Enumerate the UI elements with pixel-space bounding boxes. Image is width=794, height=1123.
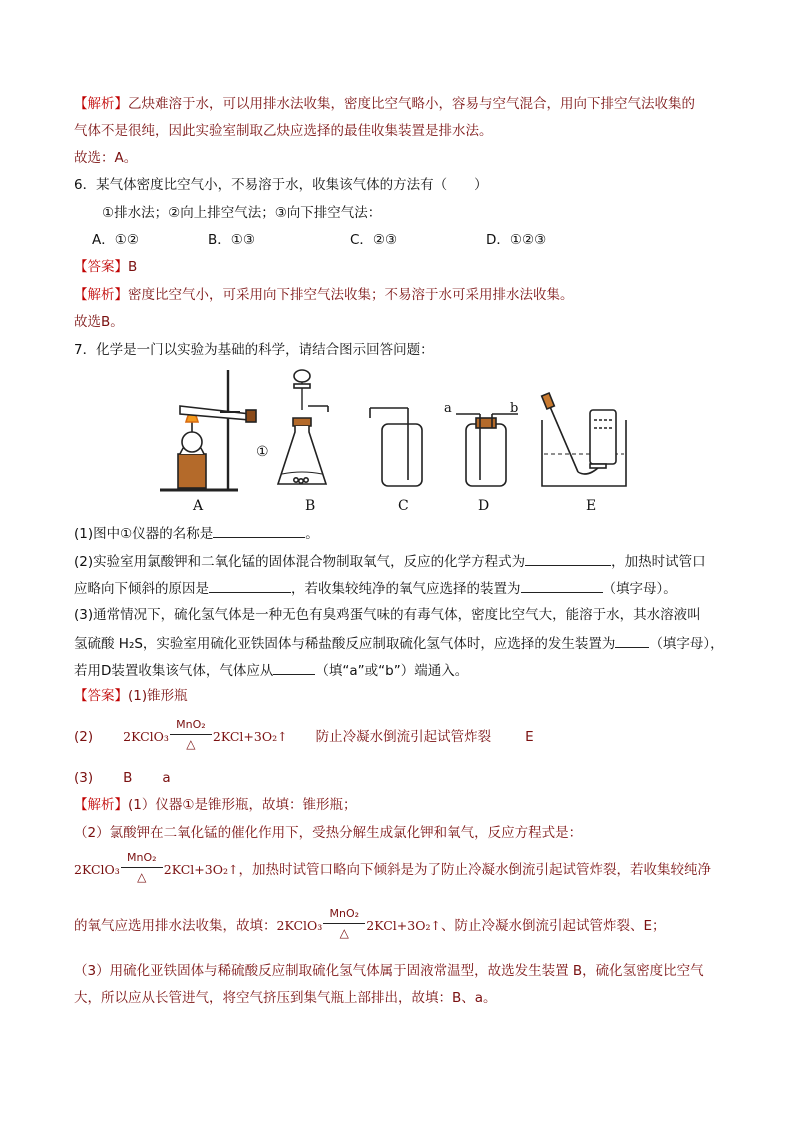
q7-part3-line3: 若用D装置收集该气体，气体应从 （填“a”或“b”）端通入。 (74, 660, 468, 681)
apparatus-e (542, 393, 626, 486)
q7-part1: (1)图中①仪器的名称是 。 (74, 523, 319, 544)
q5-jiexi-line2: 气体不是很纯，因此实验室制取乙炔应选择的最佳收集装置是排水法。 (74, 123, 493, 139)
q7-answer-2: (2) 2KClO₃ $\frac{\text{MnO₂}}{\triangle}$ 2KCl+3O₂↑ 防止冷凝水倒流引起试管炸裂 E (74, 718, 534, 756)
figure-label-c: C (398, 498, 409, 514)
figure-label-e: E (586, 498, 597, 514)
q6-guxuan: 故选B。 (74, 314, 124, 330)
q7-jiexi-1: 【解析】(1）仪器①是锥形瓶，故填：锥形瓶； (74, 797, 357, 813)
q6-option-b: B．①③ (208, 232, 255, 248)
q5-jiexi-line1: 【解析】乙炔难溶于水，可以用排水法收集，密度比空气略小，容易与空气混合，用向下排空气法收集的 (74, 96, 695, 112)
q7-part2-line2: 应略向下倾斜的原因是 ，若收集较纯净的氧气应选择的装置为 （填字母）。 (74, 578, 677, 599)
blank (273, 660, 315, 675)
q7-jiexi-2: （2）氯酸钾在二氧化锰的催化作用下，受热分解生成氯化钾和氧气，反应方程式是： (74, 825, 583, 841)
apparatus-b (278, 370, 328, 484)
q7-jiexi-5: （3）用硫化亚铁固体与稀硫酸反应制取硫化氢气体属于固液常温型，故选发生装置 B，硫化氢密度比空气 (74, 963, 704, 979)
reaction-arrow: $\frac{\text{MnO₂}}{\triangle}$ (323, 908, 365, 944)
apparatus-d (456, 414, 518, 486)
blank (615, 633, 649, 648)
q7-answer-1: 【答案】(1)锥形瓶 (74, 688, 188, 704)
figure-marker-1: ① (256, 444, 269, 460)
figure-label-a: A (193, 498, 204, 514)
q7-stem: 7．化学是一门以实验为基础的科学，请结合图示回答问题： (74, 342, 434, 358)
q6-option-d: D．①②③ (486, 232, 547, 248)
q7-jiexi-3: 2KClO₃ $\frac{\text{MnO₂}}{\triangle}$ 2KCl+3O₂↑，加热时试管口略向下倾斜是为了防止冷凝水倒流引起试管炸裂，若收集较纯净 (74, 851, 711, 889)
q7-part3-line1: (3)通常情况下，硫化氢气体是一种无色有臭鸡蛋气味的有毒气体，密度比空气大，能溶于水，其水溶液叫 (74, 607, 701, 623)
q7-jiexi-6: 大，所以应从长管进气，将空气挤压到集气瓶上部排出，故填：B、a。 (74, 990, 497, 1006)
blank (525, 551, 611, 566)
q6-jiexi: 【解析】密度比空气小，可采用向下排空气法收集；不易溶于水可采用排水法收集。 (74, 287, 574, 303)
q6-option-c: C．②③ (350, 232, 398, 248)
q7-jiexi-4: 的氧气应选用排水法收集，故填：2KClO₃ $\frac{\text{MnO₂}}{\triangle}$ 2KCl+3O₂↑、防止冷凝水倒流引起试管炸裂、E； (74, 907, 666, 945)
figure-label-d: D (478, 498, 490, 514)
q7-answer-3: (3) B a (74, 770, 171, 786)
blank (213, 523, 305, 538)
port-a-label: a (444, 401, 452, 416)
blank (521, 578, 603, 593)
q6-stem: 6．某气体密度比空气小，不易溶于水，收集该气体的方法有（ ） (74, 177, 488, 193)
q5-guxuan: 故选：A。 (74, 150, 138, 166)
port-b-label: b (510, 401, 519, 416)
apparatus-figure (150, 362, 630, 497)
reaction-arrow: $\frac{\text{MnO₂}}{\triangle}$ (121, 852, 163, 888)
q6-option-a: A．①② (92, 232, 139, 248)
figure-label-b: B (305, 498, 316, 514)
q6-answer: 【答案】B (74, 259, 138, 275)
reaction-arrow: $\frac{\text{MnO₂}}{\triangle}$ (170, 719, 212, 755)
q6-methods: ①排水法；②向上排空气法；③向下排空气法： (102, 205, 382, 221)
q7-part3-line2: 氢硫酸 H₂S，实验室用硫化亚铁固体与稀盐酸反应制取硫化氢气体时，应选择的发生装置为 （填字母）， (74, 633, 724, 654)
q7-part2-line1: (2)实验室用氯酸钾和二氧化锰的固体混合物制取氧气，反应的化学方程式为 ，加热时试管口 (74, 551, 706, 572)
apparatus-a (160, 370, 256, 490)
blank (209, 578, 291, 593)
apparatus-c (370, 408, 422, 486)
